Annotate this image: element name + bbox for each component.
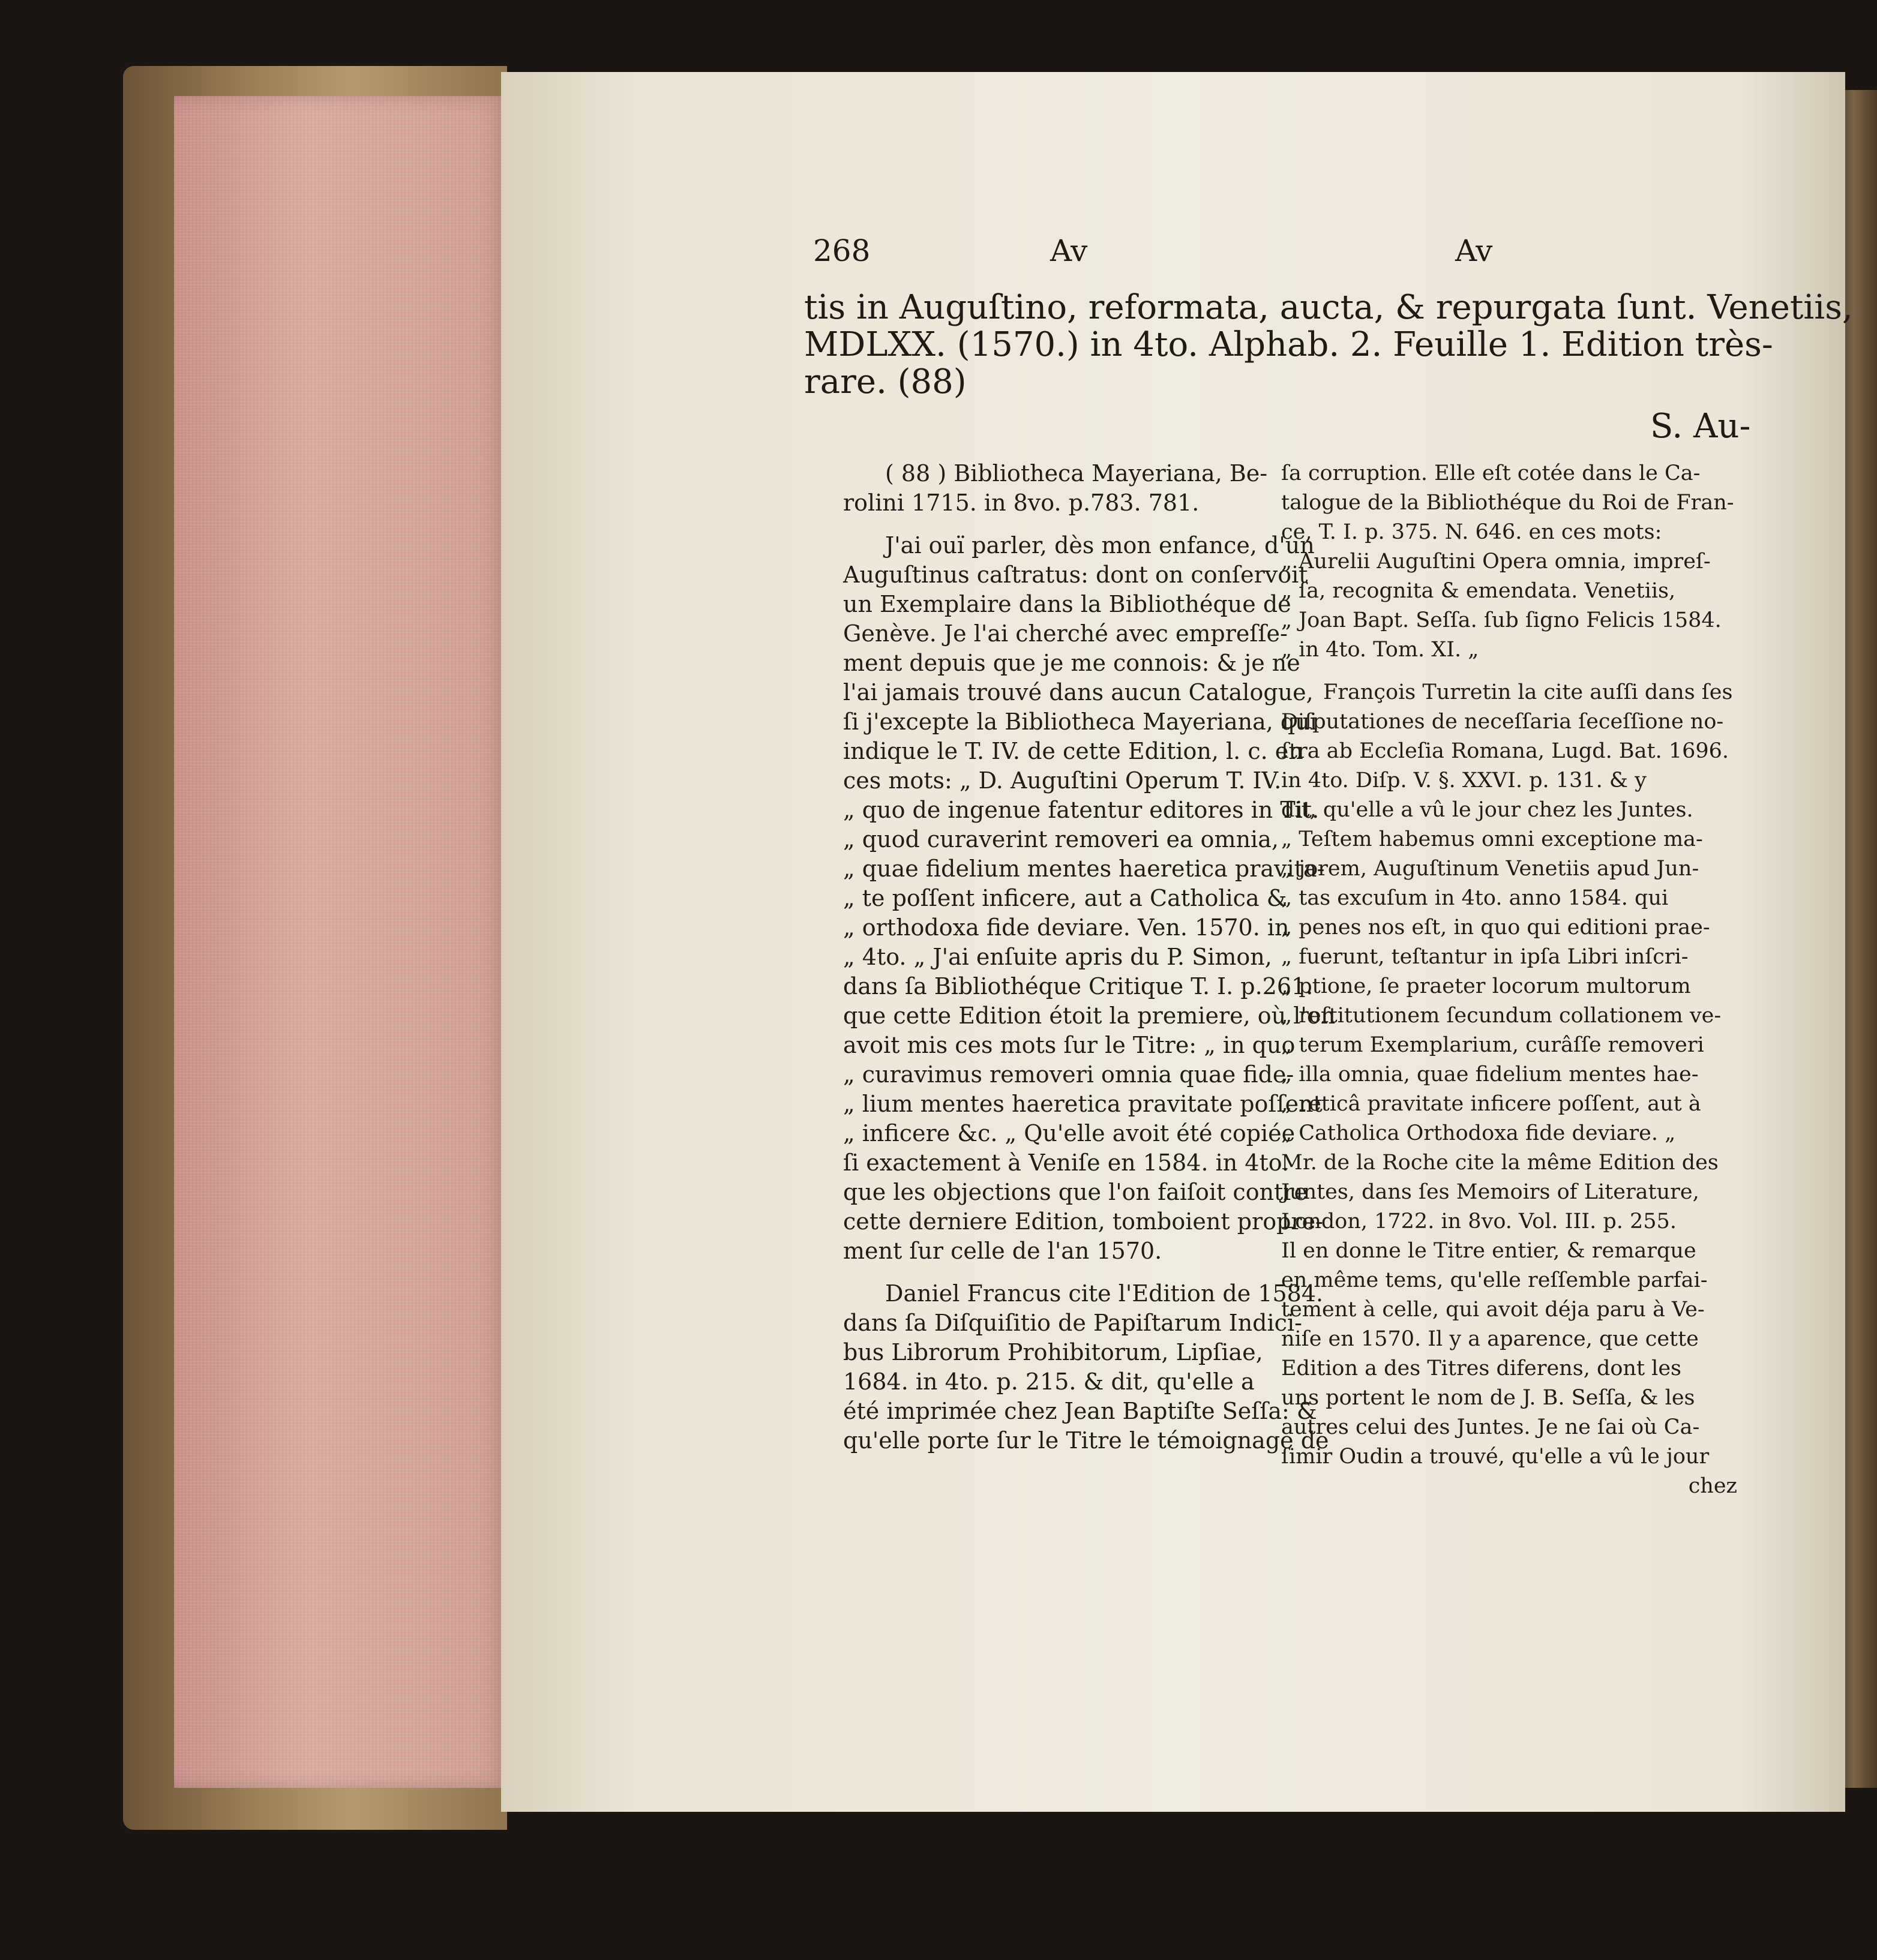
- text-line: Il en donne le Titre entier, & remarque: [1281, 1239, 1696, 1263]
- text-line: „ Aurelii Auguſtini Opera omnia, impreſ-: [1281, 550, 1711, 574]
- text-line: l'ai jamais trouvé dans aucun Catalogue,: [843, 679, 1314, 706]
- running-head-left: Av: [1050, 233, 1088, 268]
- running-head-right: Av: [1455, 233, 1493, 268]
- text-line: „ lium mentes haeretica pravitate poſſent: [843, 1091, 1323, 1117]
- text-line: in 4to. Diſp. V. §. XXVI. p. 131. & y: [1281, 769, 1647, 793]
- text-line: ſi j'excepte la Bibliotheca Mayeriana, qui: [843, 709, 1317, 735]
- text-line: que cette Edition étoit la premiere, où l'on: [843, 1002, 1336, 1029]
- text-line: „ in 4to. Tom. XI. „: [1281, 638, 1479, 662]
- text-line: Auguſtinus caſtratus: dont on conſervoit: [843, 562, 1308, 588]
- text-line: „ fuerunt, teſtantur in ipſa Libri inſcri-: [1281, 945, 1689, 969]
- text-line: Juntes, dans ſes Memoirs of Literature,: [1281, 1180, 1699, 1204]
- text-line: „ jorem, Auguſtinum Venetiis apud Jun-: [1281, 857, 1699, 881]
- text-line: „ reſtitutionem ſecundum collationem ve-: [1281, 1004, 1722, 1028]
- text-line: „ Joan Bapt. Seſſa. ſub ſigno Felicis 1584.: [1281, 608, 1722, 632]
- catchword: chez: [1688, 1474, 1737, 1498]
- text-line: „ curavimus removeri omnia quae fide-: [843, 1061, 1294, 1088]
- text-line: MDLXX. (1570.) in 4to. Alphab. 2. Feuille 1. Edition très-: [804, 325, 1773, 364]
- text-line: ſa corruption. Elle eſt cotée dans le Ca-: [1281, 461, 1701, 485]
- text-line: „ tas excuſum in 4to. anno 1584. qui: [1281, 886, 1669, 910]
- text-line: autres celui des Juntes. Je ne ſai où Ca-: [1281, 1415, 1700, 1439]
- text-line: rare. (88): [804, 362, 967, 401]
- text-line: „ 4to. „ J'ai enſuite apris du P. Simon,: [843, 944, 1272, 970]
- text-line: Mr. de la Roche cite la même Edition des: [1281, 1151, 1719, 1175]
- text-line: ſtra ab Eccleſia Romana, Lugd. Bat. 1696.: [1281, 739, 1729, 763]
- text-line: Genève. Je l'ai cherché avec empreſſe-: [843, 620, 1288, 647]
- text-line: „ quod curaverint removeri ea omnia,: [843, 826, 1279, 853]
- text-line: uns portent le nom de J. B. Seſſa, & les: [1281, 1386, 1695, 1410]
- text-line: ſimir Oudin a trouvé, qu'elle a vû le jour: [1281, 1445, 1710, 1469]
- text-line: un Exemplaire dans la Bibliothéque de: [843, 591, 1291, 617]
- text-line: „ quo de ingenue fatentur editores in Tit.: [843, 797, 1320, 823]
- book-page: [501, 72, 1853, 1812]
- entry-text: [804, 289, 1877, 401]
- text-line: London, 1722. in 8vo. Vol. III. p. 255.: [1281, 1209, 1677, 1233]
- text-line: cette derniere Edition, tomboient propre-: [843, 1208, 1323, 1235]
- text-line: Diſputationes de neceſſaria ſeceſſione no-: [1281, 710, 1724, 734]
- text-line: 1684. in 4to. p. 215. & dit, qu'elle a: [843, 1368, 1255, 1395]
- text-line: „ orthodoxa fide deviare. Ven. 1570. in: [843, 914, 1290, 941]
- text-line: François Turretin la cite auſſi dans ſes: [1323, 680, 1733, 704]
- text-line: ſi exactement à Veniſe en 1584. in 4to.: [843, 1149, 1290, 1176]
- text-line: „ illa omnia, quae fidelium mentes hae-: [1281, 1062, 1699, 1086]
- text-line: „ ſa, recognita & emendata. Venetiis,: [1281, 579, 1676, 603]
- text-line: dans ſa Diſquiſitio de Papiſtarum Indici-: [843, 1310, 1302, 1336]
- text-line: ment ſur celle de l'an 1570.: [843, 1238, 1162, 1264]
- text-line: J'ai ouï parler, dès mon enfance, d'un: [885, 532, 1315, 559]
- text-line: „ Catholica Orthodoxa fide deviare. „: [1281, 1121, 1676, 1145]
- text-line: „ te poſſent inficere, aut a Catholica &: [843, 885, 1287, 911]
- text-line: qu'elle porte ſur le Titre le témoignage de: [843, 1427, 1329, 1454]
- text-line: rolini 1715. in 8vo. p.783. 781.: [843, 490, 1200, 516]
- text-line: avoit mis ces mots ſur le Titre: „ in quo: [843, 1032, 1296, 1058]
- text-line: tement à celle, qui avoit déja paru à Ve-: [1281, 1298, 1705, 1322]
- text-line: „ reticâ pravitate inficere poſſent, aut à: [1281, 1092, 1701, 1116]
- text-line: en même tems, qu'elle reſſemble parfai-: [1281, 1268, 1708, 1292]
- text-line: „ terum Exemplarium, curâſſe removeri: [1281, 1033, 1704, 1057]
- page-number: 268: [813, 233, 871, 268]
- text-line: ( 88 ) Bibliotheca Mayeriana, Be-: [885, 460, 1268, 487]
- text-line: ment depuis que je me connois: & je ne: [843, 650, 1300, 676]
- text-line: Daniel Francus cite l'Edition de 1584.: [885, 1280, 1324, 1307]
- text-line: tis in Auguſtino, reformata, aucta, & repurgata ſunt. Venetiis,: [804, 288, 1853, 327]
- text-line: „ quae fidelium mentes haeretica pravita-: [843, 856, 1325, 882]
- text-line: ce, T. I. p. 375. N. 646. en ces mots:: [1281, 520, 1662, 544]
- text-line: été imprimée chez Jean Baptiſte Seſſa: &: [843, 1398, 1317, 1424]
- text-line: bus Librorum Prohibitorum, Lipſiae,: [843, 1339, 1263, 1365]
- footnote-right-column: [1281, 459, 1737, 1501]
- text-line: „ inficere &c. „ Qu'elle avoit été copiée: [843, 1120, 1296, 1146]
- text-line: dans ſa Bibliothéque Critique T. I. p.261.: [843, 973, 1314, 999]
- text-line: „ Teſtem habemus omni exceptione ma-: [1281, 827, 1703, 851]
- text-line: „ penes nos eſt, in quo qui editioni prae-: [1281, 916, 1710, 940]
- text-line: talogue de la Bibliothéque du Roi de Fran-: [1281, 491, 1734, 515]
- next-entry-heading: S. Au-: [1650, 407, 1751, 446]
- page-edges: [174, 96, 510, 1788]
- text-line: ces mots: „ D. Auguſtini Operum T. IV.: [843, 767, 1282, 794]
- text-line: niſe en 1570. Il y a aparence, que cette: [1281, 1327, 1699, 1351]
- text-line: „ ptione, ſe praeter locorum multorum: [1281, 974, 1691, 998]
- text-line: que les objections que l'on faiſoit contre: [843, 1179, 1308, 1205]
- text-line: indique le T. IV. de cette Edition, l. c. en: [843, 738, 1303, 764]
- text-line: dit, qu'elle a vû le jour chez les Juntes.: [1281, 798, 1693, 822]
- text-line: Edition a des Titres diferens, dont les: [1281, 1356, 1682, 1380]
